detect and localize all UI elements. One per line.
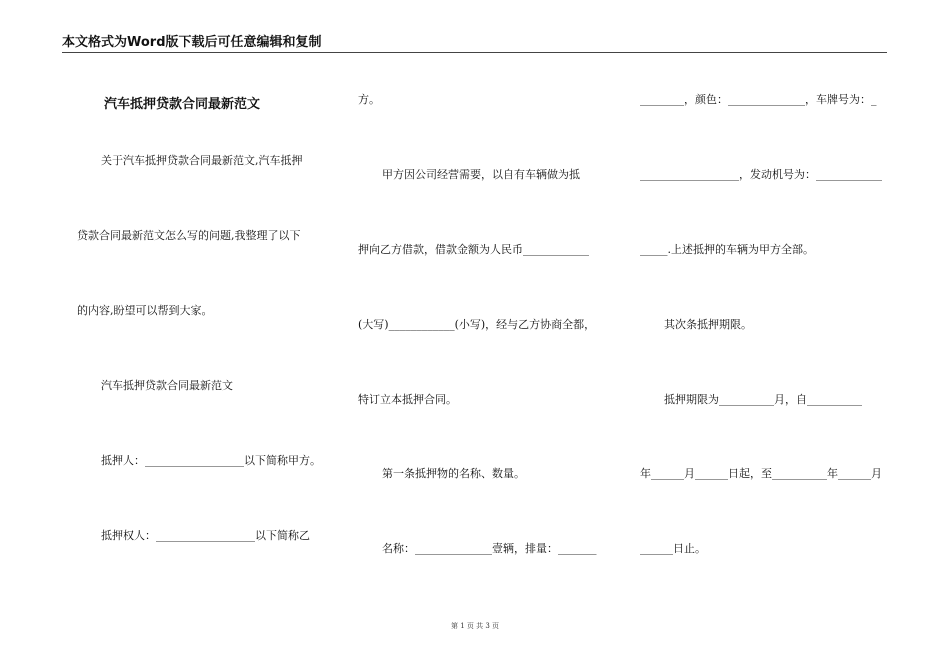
- col2-line-2: 甲方因公司经营需要，以自有车辆做为抵: [382, 168, 580, 181]
- col3-line-3: _____.上述抵押的车辆为甲方全部。: [640, 243, 814, 256]
- col3-line-5: 抵押期限为__________月，自__________: [664, 393, 862, 406]
- col1-line-2: 贷款合同最新范文怎么写的问题,我整理了以下: [77, 229, 301, 242]
- document-title: 汽车抵押贷款合同最新范文: [104, 97, 261, 112]
- col1-line-5: 抵押人：__________________以下简称甲方。: [101, 454, 321, 467]
- col1-line-6: 抵押权人：__________________以下简称乙: [101, 529, 310, 542]
- col3-line-4: 其次条抵押期限。: [664, 318, 752, 331]
- col3-line-2: __________________，发动机号为：____________: [640, 168, 882, 181]
- col2-line-3: 押向乙方借款，借款金额为人民币____________: [358, 243, 589, 256]
- col1-line-4: 汽车抵押贷款合同最新范文: [101, 379, 233, 392]
- page-number: 第 1 页 共 3 页: [450, 622, 500, 630]
- col2-line-5: 特订立本抵押合同。: [358, 393, 457, 406]
- col3-line-1: ________，颜色：______________，车牌号为：_: [640, 93, 877, 106]
- page-header: 本文格式为Word版下载后可任意编辑和复制: [62, 34, 887, 53]
- col2-line-4: (大写)____________(小写)，经与乙方协商全都，: [358, 318, 596, 331]
- col1-line-3: 的内容,盼望可以帮到大家。: [77, 304, 213, 317]
- col1-line-1: 关于汽车抵押贷款合同最新范文,汽车抵押: [101, 154, 303, 167]
- col2-line-1: 方。: [358, 93, 380, 106]
- col3-line-6: 年______月______日起，至__________年______月: [640, 467, 882, 480]
- col3-line-7: ______日止。: [640, 542, 706, 555]
- col2-line-6: 第一条抵押物的名称、数量。: [382, 467, 525, 480]
- col2-line-7: 名称：______________壹辆，排量：_______: [382, 542, 597, 555]
